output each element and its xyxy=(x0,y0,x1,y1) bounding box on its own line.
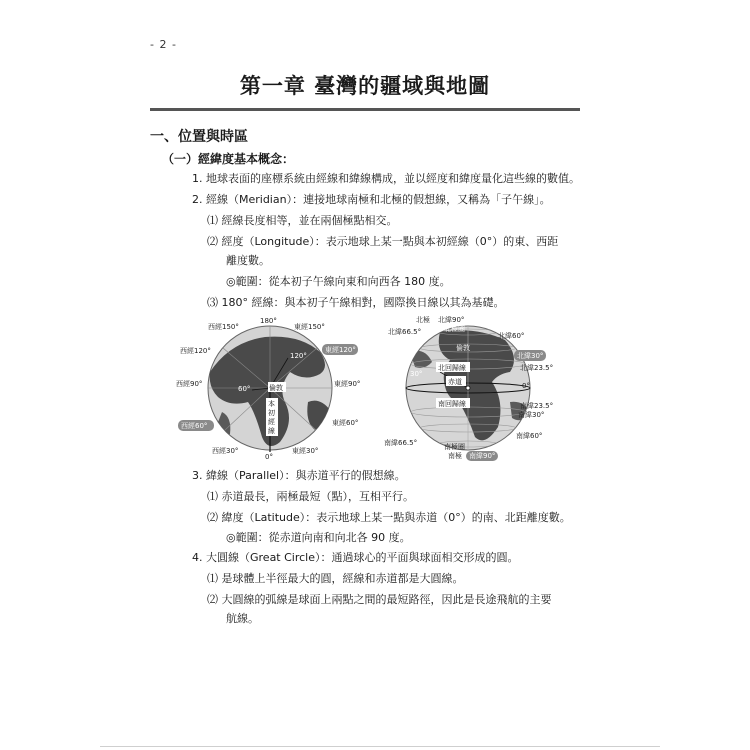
label-london: 倫敦 xyxy=(269,384,283,392)
label-n665: 北緯66.5° xyxy=(388,328,422,336)
label-n60: 北緯60° xyxy=(498,332,525,340)
label-s30: 南緯30° xyxy=(518,411,545,419)
parallel-globe-figure xyxy=(380,312,580,462)
label-n30: 北緯30° xyxy=(517,352,544,360)
title-divider xyxy=(150,108,580,111)
label-london: 倫敦 xyxy=(456,344,470,352)
label-s60: 南緯60° xyxy=(516,432,543,440)
text-line: 1. 地球表面的座標系統由經線和緯線構成，並以經度和緯度量化這些線的數值。 xyxy=(192,172,580,185)
label-south-pole: 南極 xyxy=(448,452,462,460)
subsection-title: （一）經緯度基本概念： xyxy=(162,152,295,166)
label-inner120: 120° xyxy=(290,352,307,360)
label-prime-meridian: 本初經線 xyxy=(268,400,275,435)
text-line: 航線。 xyxy=(226,612,259,625)
label-s90: 南緯90° xyxy=(469,452,496,460)
text-line: ⑵ 大圓線的弧線是球面上兩點之間的最短路徑，因此是長途飛航的主要 xyxy=(207,593,552,606)
label-0: 0° xyxy=(265,453,273,461)
chapter-title: 第一章 臺灣的疆域與地圖 xyxy=(239,74,491,98)
text-line: ◎範圍：從赤道向南和向北各 90 度。 xyxy=(226,531,411,544)
label-e90: 東經90° xyxy=(334,380,361,388)
label-w150: 西經150° xyxy=(208,323,239,331)
label-w120: 西經120° xyxy=(180,347,211,355)
text-line: ◎範圍：從本初子午線向東和向西各 180 度。 xyxy=(226,275,451,288)
label-w30: 西經30° xyxy=(212,447,239,455)
text-line: ⑴ 經線長度相等，並在兩個極點相交。 xyxy=(207,214,398,227)
label-180: 180° xyxy=(260,317,277,325)
page-number: - 2 - xyxy=(150,38,177,51)
text-line: 4. 大圓線（Great Circle）：通過球心的平面與球面相交形成的圓。 xyxy=(192,551,519,564)
text-line: 3. 緯線（Parallel）：與赤道平行的假想線。 xyxy=(192,469,406,482)
label-w90: 西經90° xyxy=(176,380,203,388)
label-equator: 赤道 xyxy=(448,378,462,386)
text-line: ⑴ 赤道最長，兩極最短（點），互相平行。 xyxy=(207,490,414,503)
label-0: 0° xyxy=(522,382,530,390)
section-title: 一、位置與時區 xyxy=(150,129,248,145)
text-line: ⑶ 180° 經線：與本初子午線相對，國際換日線以其為基礎。 xyxy=(207,296,505,309)
label-n90: 北緯90° xyxy=(438,316,465,324)
label-antarctic-circle: 南極圈 xyxy=(444,443,465,451)
label-e60: 東經60° xyxy=(332,419,359,427)
label-e30: 東經30° xyxy=(292,447,319,455)
label-tropic-cancer: 北回歸線 xyxy=(438,364,466,372)
text-line: ⑵ 經度（Longitude）：表示地球上某一點與本初經線（0°）的東、西距 xyxy=(207,235,559,248)
label-w60: 西經60° xyxy=(181,422,208,430)
text-line: ⑴ 是球體上半徑最大的圓，經線和赤道都是大圓線。 xyxy=(207,572,464,585)
label-e150: 東經150° xyxy=(294,323,325,331)
label-inner30: 30° xyxy=(410,370,423,378)
label-inner60: 60° xyxy=(238,385,251,393)
text-line: 離度數。 xyxy=(226,254,270,267)
text-line: ⑵ 緯度（Latitude）：表示地球上某一點與赤道（0°）的南、北距離度數。 xyxy=(207,511,571,524)
label-n235: 北緯23.5° xyxy=(520,364,554,372)
label-e120: 東經120° xyxy=(325,346,356,354)
meridian-globe-figure xyxy=(170,312,370,462)
label-north-pole: 北極 xyxy=(416,316,430,324)
page-bottom-edge xyxy=(100,746,660,747)
label-s235: 南緯23.5° xyxy=(520,402,554,410)
label-tropic-capricorn: 南回歸線 xyxy=(438,400,466,408)
label-arctic-circle: 北極圈 xyxy=(444,325,465,333)
text-line: 2. 經線（Meridian）：連接地球南極和北極的假想線，又稱為「子午線」。 xyxy=(192,193,551,206)
label-s665: 南緯66.5° xyxy=(384,439,418,447)
